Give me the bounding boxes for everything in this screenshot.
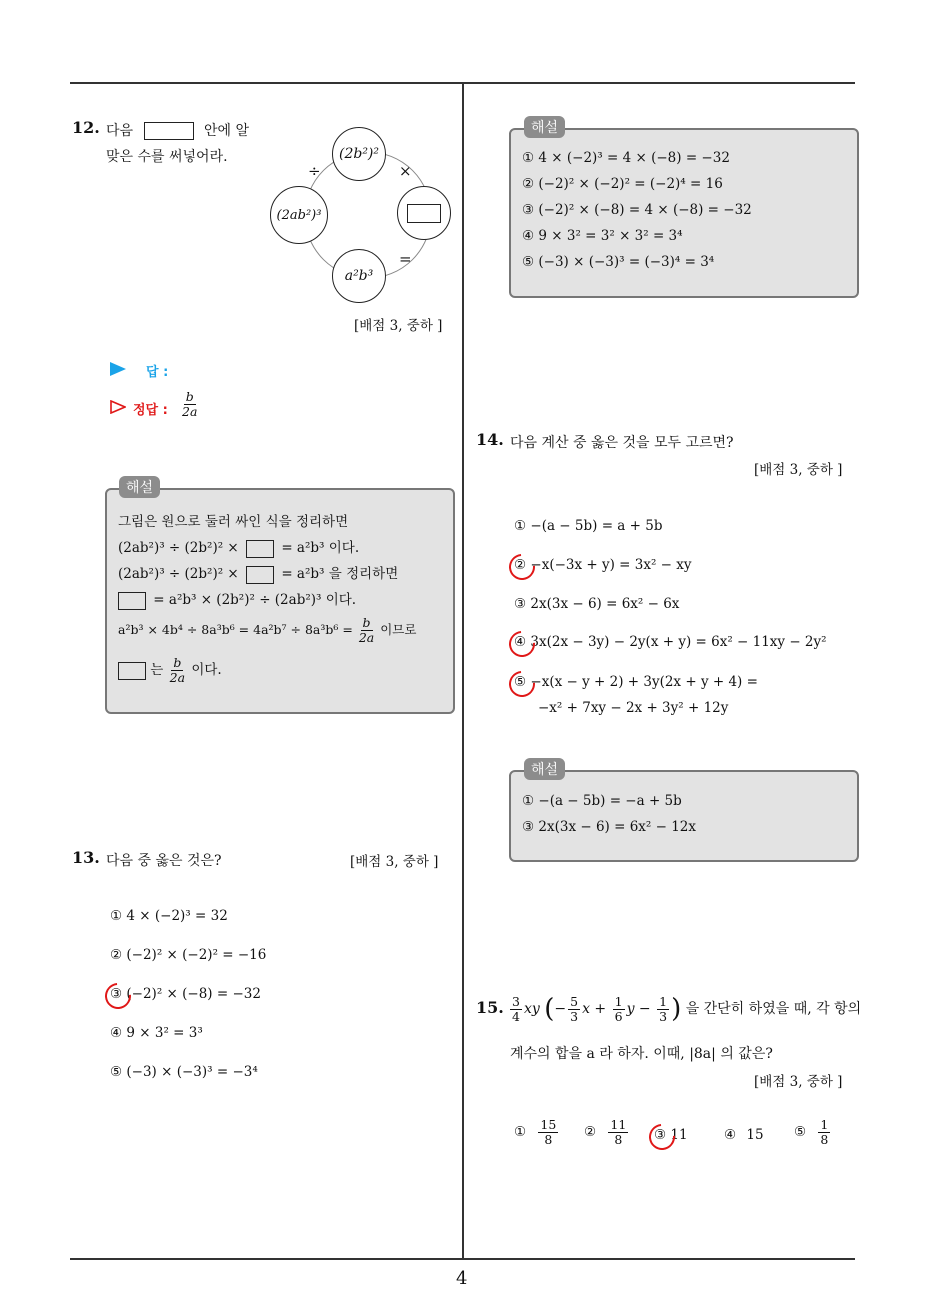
q15-paren-close: ) (671, 994, 682, 1024)
q14-choice-5-line2: −x² + 7xy − 2x + 3y² + 12y (538, 700, 729, 716)
q13-exp-line-2: ② (−2)² × (−2)² = (−2)⁴ = 16 (522, 176, 723, 192)
q13-number: 13. (72, 848, 100, 867)
q14-choice-5[interactable]: ⑤ −x(x − y + 2) + 3y(2x + y + 4) = (514, 674, 758, 690)
q13-score: [배점 3, 중하 ] (350, 854, 439, 870)
q15-choice-2-label: ② (584, 1124, 597, 1140)
q15-frac-1-3: $\frac{1}{3}$ (659, 993, 668, 1024)
q13-choice-5[interactable]: ⑤ (−3) × (−3)³ = −3⁴ (110, 1064, 258, 1080)
q12-text (106, 120, 249, 140)
q12-exp-line-6a: 는 (150, 662, 164, 678)
q13-exp-line-4: ④ 9 × 3² = 3² × 3² = 3⁴ (522, 228, 683, 244)
answer-blank (144, 122, 194, 140)
q12-text-after: 안에 알 (203, 123, 249, 139)
exp-blank (246, 540, 274, 558)
q13-choice-3[interactable]: ③ (−2)² × (−8) = −32 (110, 986, 261, 1002)
diagram-times-op: × (399, 162, 412, 180)
q13-selected-mark (100, 978, 137, 1015)
exp-frac-num-2: b (173, 655, 182, 670)
q14-choice-3[interactable]: ③ 2x(3x − 6) = 6x² − 6x (514, 596, 680, 612)
q14-exp-line-2: ③ 2x(3x − 6) = 6x² − 12x (522, 819, 697, 835)
exp-fraction-2 (170, 656, 185, 685)
q12-exp-line-4a: = a²b³ × (2b²)² ÷ (2ab²)³ 이다. (153, 592, 357, 608)
correct-answer-fraction (182, 390, 197, 419)
q15-choice-3-text: 11 (670, 1127, 688, 1143)
q12-score: [배점 3, 중하 ] (354, 318, 443, 334)
correct-label: 정답 : (133, 403, 168, 418)
diagram-blank (407, 204, 441, 223)
q15-c2-num: 11 (610, 1117, 627, 1132)
q12-number: 12. (72, 118, 100, 137)
q15-choice-3-label: ③ (654, 1127, 667, 1143)
diagram-divide-op: ÷ (308, 162, 321, 180)
page-number: 4 (456, 1268, 468, 1289)
q15-frac-3-4: $\frac{3}{4}$ (512, 993, 520, 1024)
q15-choice-5-label: ⑤ (794, 1124, 807, 1140)
q15-frac-5-3: $\frac{5}{3}$ (570, 993, 579, 1024)
q14-selected-mark-2 (504, 549, 541, 586)
q14-choice-1[interactable]: ① −(a − 5b) = a + 5b (514, 518, 663, 534)
q15-c5-num: 1 (820, 1117, 829, 1132)
q15-paren-open: ( (544, 994, 555, 1024)
q14-choice-2[interactable]: ② −x(−3x + y) = 3x² − xy (514, 557, 692, 573)
column-divider (462, 82, 464, 1260)
q15-choice-2[interactable] (584, 1118, 630, 1147)
q14-text: 다음 계산 중 옳은 것을 모두 고르면? (510, 435, 734, 451)
q12-exp-line-2 (118, 536, 359, 558)
q15-choice-1-label: ① (514, 1124, 527, 1140)
correct-num: b (185, 389, 194, 404)
q15-c2-den: 8 (614, 1132, 623, 1147)
q12-exp-line-5a: a²b³ × 4b⁴ ÷ 8a³b⁶ = 4a²b⁷ ÷ 8a³b⁶ = (118, 622, 353, 637)
q15-expr-prefix: xy (523, 1001, 540, 1017)
q14-selected-mark-5 (504, 666, 541, 703)
q12-exp-line-6b: 이다. (191, 662, 222, 678)
exp-frac-num: b (362, 615, 371, 630)
q12-exp-line-6 (118, 656, 222, 685)
q14-number: 14. (476, 430, 504, 449)
q15-number: 15. (476, 998, 504, 1017)
q13-exp-line-5: ⑤ (−3) × (−3)³ = (−3)⁴ = 3⁴ (522, 254, 715, 270)
answer-arrow-icon (110, 362, 126, 376)
q12-exp-line-3b: = a²b³ 을 정리하면 (281, 566, 399, 582)
q14-exp-line-1: ① −(a − 5b) = −a + 5b (522, 793, 682, 809)
q15-c1-num: 15 (540, 1117, 557, 1132)
q12-text-line2: 맞은 수를 써넣어라. (106, 149, 228, 165)
q15-choice-5-frac (818, 1118, 830, 1147)
bottom-rule (70, 1258, 855, 1260)
q15-selected-mark (644, 1119, 681, 1156)
correct-arrow-icon (110, 400, 126, 414)
q14-explanation-box (509, 770, 859, 862)
diagram-left-circle: (2ab²)³ (270, 186, 328, 244)
q12-exp-line-5 (118, 616, 416, 645)
q12-text-before: 다음 (106, 123, 134, 139)
q15-choice-4-text: 15 (746, 1127, 764, 1143)
q12-exp-line-5b: 이므로 (380, 622, 417, 637)
q15-expression: $\frac{3}{4}$ xy (− $\frac{5}{3}$ x + $\frac{1}{6}$ y − $\frac{1}{3}$ ) 을 간단히 하였을 때, 각 항의 (512, 993, 862, 1024)
diagram-top-circle: (2b²)² (332, 127, 386, 181)
exp-blank (118, 592, 146, 610)
q12-exp-line-1: 그림은 원으로 둘러 싸인 식을 정리하면 (118, 514, 349, 530)
exp-fraction (359, 616, 374, 645)
diagram-bottom-circle: a²b³ (332, 249, 386, 303)
q15-line2: 계수의 합을 a 라 하자. 이때, |8a| 의 값은? (510, 1046, 773, 1062)
q15-frac-1-6: $\frac{1}{6}$ (614, 993, 623, 1024)
q13-text: 다음 중 옳은 것은? (106, 853, 222, 869)
q15-score: [배점 3, 중하 ] (754, 1074, 843, 1090)
q14-selected-mark-4 (504, 626, 541, 663)
q15-c1-den: 8 (544, 1132, 553, 1147)
q15-choice-4-label: ④ (724, 1127, 737, 1143)
q12-exp-line-3 (118, 562, 398, 584)
q12-diagram (265, 122, 455, 297)
diagram-right-circle (397, 186, 451, 240)
exp-frac-den-2: 2a (169, 670, 186, 685)
q13-choice-2[interactable]: ② (−2)² × (−2)² = −16 (110, 947, 267, 963)
q15-choice-2-frac (608, 1118, 628, 1147)
q15-choice-4[interactable] (724, 1127, 764, 1143)
exp-blank (118, 662, 146, 680)
q13-exp-line-3: ③ (−2)² × (−8) = 4 × (−8) = −32 (522, 202, 752, 218)
q14-score: [배점 3, 중하 ] (754, 462, 843, 478)
q15-c5-den: 8 (820, 1132, 829, 1147)
q13-choice-1[interactable]: ① 4 × (−2)³ = 32 (110, 908, 228, 924)
q15-choice-1[interactable] (514, 1118, 560, 1147)
answer-label: 답 : (146, 365, 169, 380)
diagram-equals-op: = (399, 250, 412, 268)
q15-expr-text: 을 간단히 하였을 때, 각 항의 (685, 1001, 862, 1017)
q13-choice-4[interactable]: ④ 9 × 3² = 3³ (110, 1025, 203, 1041)
q12-exp-line-3a: (2ab²)³ ÷ (2b²)² × (118, 566, 239, 582)
q13-exp-line-1: ① 4 × (−2)³ = 4 × (−8) = −32 (522, 150, 730, 166)
exp-blank (246, 566, 274, 584)
q14-choice-4[interactable]: ④ 3x(2x − 3y) − 2y(x + y) = 6x² − 11xy − 2y² (514, 634, 827, 650)
q15-choice-1-frac (538, 1118, 558, 1147)
q13-explanation-tag: 해설 (524, 116, 565, 138)
q12-exp-line-2b: = a²b³ 이다. (281, 540, 360, 556)
q14-explanation-tag: 해설 (524, 758, 565, 780)
q12-explanation-tag: 해설 (119, 476, 160, 498)
exp-frac-den: 2a (358, 630, 375, 645)
q12-exp-line-4 (118, 588, 356, 610)
q12-exp-line-2a: (2ab²)³ ÷ (2b²)² × (118, 540, 239, 556)
q15-choice-5[interactable] (794, 1118, 832, 1147)
correct-den: 2a (182, 404, 198, 419)
